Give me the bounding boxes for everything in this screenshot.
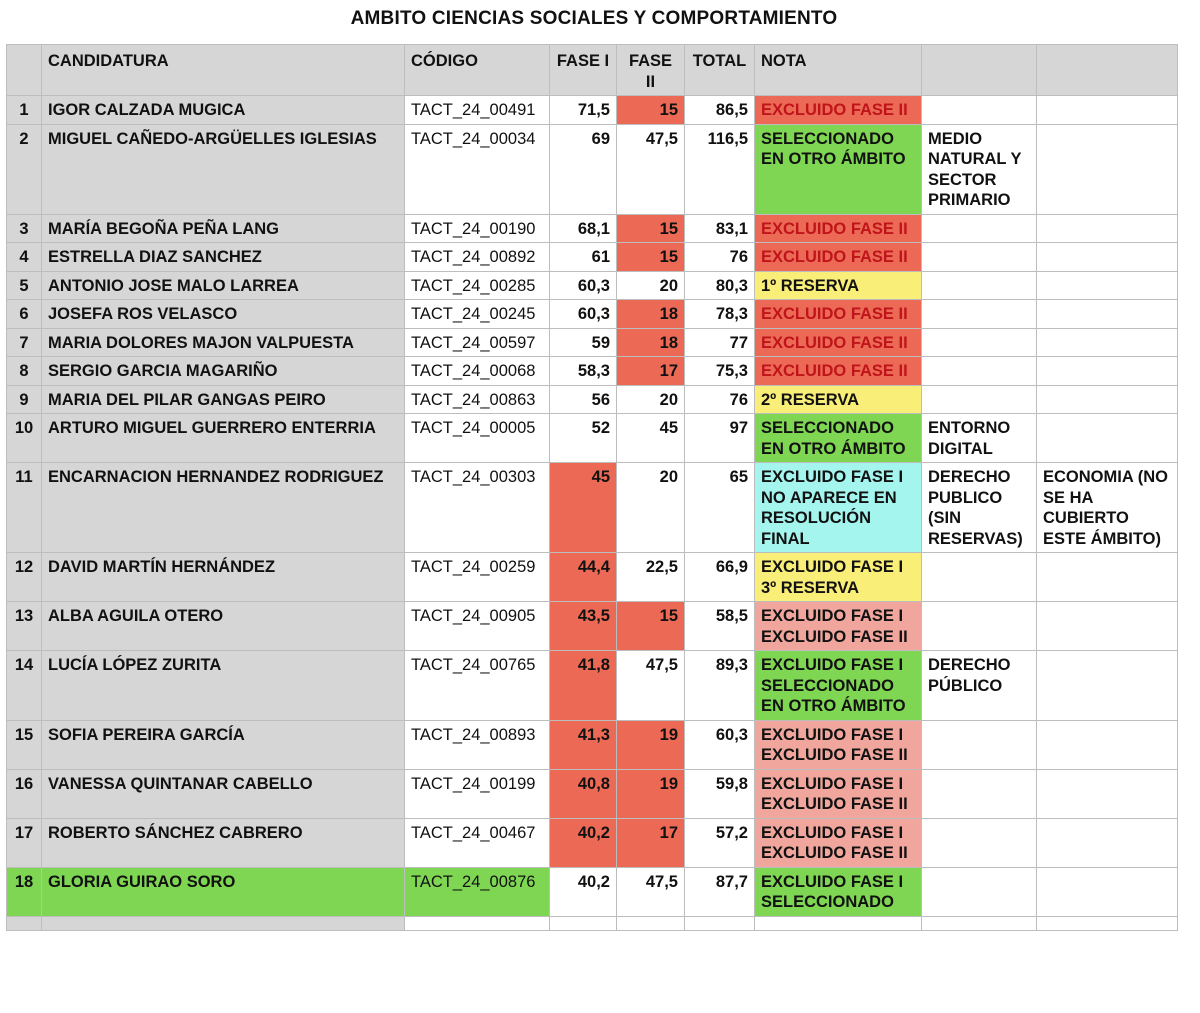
extra2-cell[interactable] [1037,769,1178,818]
code-cell[interactable]: TACT_24_00905 [405,602,550,651]
fase2-cell[interactable]: 18 [617,328,685,357]
fase2-cell[interactable]: 45 [617,414,685,463]
code-cell[interactable]: TACT_24_00034 [405,124,550,214]
code-cell[interactable]: TACT_24_00892 [405,243,550,272]
code-cell[interactable]: TACT_24_00876 [405,867,550,916]
fase1-cell[interactable]: 68,1 [550,214,617,243]
extra2-cell[interactable] [1037,720,1178,769]
total-cell[interactable]: 80,3 [685,271,755,300]
candidate-name-cell[interactable]: SOFIA PEREIRA GARCÍA [42,720,405,769]
header-extra1[interactable] [922,45,1037,96]
code-cell[interactable]: TACT_24_00491 [405,96,550,125]
extra2-cell[interactable] [1037,818,1178,867]
candidate-name-cell[interactable]: ENCARNACION HERNANDEZ RODRIGUEZ [42,463,405,553]
extra2-cell[interactable] [1037,553,1178,602]
code-cell[interactable]: TACT_24_00068 [405,357,550,386]
total-cell[interactable]: 66,9 [685,553,755,602]
row-number-cell[interactable]: 6 [7,300,42,329]
fase2-cell[interactable]: 19 [617,769,685,818]
fase1-cell[interactable]: 56 [550,385,617,414]
extra1-cell[interactable]: DERECHO PUBLICO (SIN RESERVAS) [922,463,1037,553]
table-row [7,124,1178,214]
row-number-cell[interactable]: 15 [7,720,42,769]
total-cell[interactable]: 76 [685,385,755,414]
table-row [7,357,1178,386]
total-cell[interactable]: 97 [685,414,755,463]
empty-cell[interactable] [7,916,42,930]
empty-cell[interactable] [922,916,1037,930]
table-row [7,271,1178,300]
fase2-cell[interactable]: 15 [617,243,685,272]
extra1-cell[interactable] [922,720,1037,769]
fase2-cell[interactable]: 15 [617,96,685,125]
extra1-cell[interactable] [922,357,1037,386]
total-cell[interactable]: 78,3 [685,300,755,329]
fase2-cell[interactable]: 47,5 [617,651,685,721]
extra2-cell[interactable] [1037,96,1178,125]
total-cell[interactable]: 89,3 [685,651,755,721]
nota-cell[interactable]: EXCLUIDO FASE I EXCLUIDO FASE II [755,818,922,867]
fase1-cell[interactable]: 61 [550,243,617,272]
fase1-cell[interactable]: 52 [550,414,617,463]
fase2-cell[interactable]: 20 [617,463,685,553]
extra1-cell[interactable] [922,553,1037,602]
fase1-cell[interactable]: 41,3 [550,720,617,769]
row-number-cell[interactable]: 3 [7,214,42,243]
candidate-name-cell[interactable]: ESTRELLA DIAZ SANCHEZ [42,243,405,272]
code-cell[interactable]: TACT_24_00303 [405,463,550,553]
row-number-cell[interactable]: 8 [7,357,42,386]
table-row [7,96,1178,125]
code-cell[interactable]: TACT_24_00245 [405,300,550,329]
table-row [7,867,1178,916]
row-number-cell[interactable]: 10 [7,414,42,463]
code-cell[interactable]: TACT_24_00467 [405,818,550,867]
table-row [7,328,1178,357]
extra1-cell[interactable] [922,602,1037,651]
extra1-cell[interactable] [922,867,1037,916]
candidate-name-cell[interactable]: ANTONIO JOSE MALO LARREA [42,271,405,300]
extra1-cell[interactable] [922,243,1037,272]
row-number-cell[interactable]: 14 [7,651,42,721]
fase1-cell[interactable]: 44,4 [550,553,617,602]
fase2-cell[interactable]: 19 [617,720,685,769]
nota-cell[interactable]: EXCLUIDO FASE I EXCLUIDO FASE II [755,769,922,818]
fase2-cell[interactable]: 17 [617,357,685,386]
extra2-cell[interactable] [1037,357,1178,386]
nota-cell[interactable]: EXCLUIDO FASE I EXCLUIDO FASE II [755,720,922,769]
extra1-cell[interactable] [922,214,1037,243]
fase1-cell[interactable]: 71,5 [550,96,617,125]
nota-cell[interactable]: EXCLUIDO FASE I 3º RESERVA [755,553,922,602]
fase1-cell[interactable]: 58,3 [550,357,617,386]
nota-cell[interactable]: EXCLUIDO FASE I SELECCIONADO EN OTRO ÁMBITO [755,651,922,721]
extra2-cell[interactable] [1037,300,1178,329]
empty-cell[interactable] [755,916,922,930]
fase1-cell[interactable]: 43,5 [550,602,617,651]
nota-cell[interactable]: EXCLUIDO FASE I EXCLUIDO FASE II [755,602,922,651]
table-row [7,818,1178,867]
fase2-cell[interactable]: 47,5 [617,867,685,916]
fase2-cell[interactable]: 15 [617,214,685,243]
row-number-cell[interactable]: 11 [7,463,42,553]
total-cell[interactable]: 60,3 [685,720,755,769]
table-row [7,651,1178,721]
total-cell[interactable]: 58,5 [685,602,755,651]
total-cell[interactable]: 57,2 [685,818,755,867]
extra1-cell[interactable] [922,328,1037,357]
fase1-cell[interactable]: 40,2 [550,867,617,916]
total-cell[interactable]: 65 [685,463,755,553]
extra1-cell[interactable]: ENTORNO DIGITAL [922,414,1037,463]
header-num[interactable] [7,45,42,96]
candidate-name-cell[interactable]: VANESSA QUINTANAR CABELLO [42,769,405,818]
fase1-cell[interactable]: 40,8 [550,769,617,818]
code-cell[interactable]: TACT_24_00893 [405,720,550,769]
header-fase1[interactable]: FASE I [550,45,617,96]
row-number-cell[interactable]: 16 [7,769,42,818]
table-row [7,385,1178,414]
nota-cell[interactable]: 2º RESERVA [755,385,922,414]
nota-cell[interactable]: EXCLUIDO FASE II [755,243,922,272]
fase1-cell[interactable]: 60,3 [550,300,617,329]
empty-cell[interactable] [1037,916,1178,930]
fase1-cell[interactable]: 59 [550,328,617,357]
code-cell[interactable]: TACT_24_00765 [405,651,550,721]
candidate-name-cell[interactable]: GLORIA GUIRAO SORO [42,867,405,916]
candidate-name-cell[interactable]: MARIA DEL PILAR GANGAS PEIRO [42,385,405,414]
row-number-cell[interactable]: 13 [7,602,42,651]
row-number-cell[interactable]: 4 [7,243,42,272]
table-row [7,463,1178,553]
empty-cell[interactable] [550,916,617,930]
fase2-cell[interactable]: 20 [617,271,685,300]
nota-cell[interactable]: EXCLUIDO FASE II [755,96,922,125]
row-number-cell[interactable]: 17 [7,818,42,867]
extra2-cell[interactable] [1037,328,1178,357]
fase2-cell[interactable]: 18 [617,300,685,329]
nota-cell[interactable]: EXCLUIDO FASE I SELECCIONADO [755,867,922,916]
row-number-cell[interactable]: 1 [7,96,42,125]
fase2-cell[interactable]: 15 [617,602,685,651]
extra1-cell[interactable] [922,300,1037,329]
fase1-cell[interactable]: 40,2 [550,818,617,867]
candidate-name-cell[interactable]: ROBERTO SÁNCHEZ CABRERO [42,818,405,867]
nota-cell[interactable]: EXCLUIDO FASE II [755,214,922,243]
candidates-table [6,44,1178,931]
nota-cell[interactable]: SELECCIONADO EN OTRO ÁMBITO [755,414,922,463]
row-number-cell[interactable]: 9 [7,385,42,414]
nota-cell[interactable]: EXCLUIDO FASE II [755,300,922,329]
total-cell[interactable]: 76 [685,243,755,272]
candidate-name-cell[interactable]: MIGUEL CAÑEDO-ARGÜELLES IGLESIAS [42,124,405,214]
empty-cell[interactable] [685,916,755,930]
candidate-name-cell[interactable]: DAVID MARTÍN HERNÁNDEZ [42,553,405,602]
extra2-cell[interactable]: ECONOMIA (NO SE HA CUBIERTO ESTE ÁMBITO) [1037,463,1178,553]
fase2-cell[interactable]: 22,5 [617,553,685,602]
empty-cell[interactable] [405,916,550,930]
empty-cell[interactable] [617,916,685,930]
extra1-cell[interactable] [922,96,1037,125]
empty-cell[interactable] [42,916,405,930]
fase1-cell[interactable]: 41,8 [550,651,617,721]
extra2-cell[interactable] [1037,124,1178,214]
candidate-name-cell[interactable]: LUCÍA LÓPEZ ZURITA [42,651,405,721]
total-cell[interactable]: 87,7 [685,867,755,916]
candidate-name-cell[interactable]: SERGIO GARCIA MAGARIÑO [42,357,405,386]
extra1-cell[interactable]: MEDIO NATURAL Y SECTOR PRIMARIO [922,124,1037,214]
nota-cell[interactable]: EXCLUIDO FASE I NO APARECE EN RESOLUCIÓN FINAL [755,463,922,553]
extra2-cell[interactable] [1037,243,1178,272]
extra2-cell[interactable] [1037,602,1178,651]
code-cell[interactable]: TACT_24_00005 [405,414,550,463]
row-number-cell[interactable]: 18 [7,867,42,916]
header-fase2[interactable]: FASE II [617,45,685,96]
candidate-name-cell[interactable]: MARÍA BEGOÑA PEÑA LANG [42,214,405,243]
fase1-cell[interactable]: 60,3 [550,271,617,300]
empty-row [7,916,1178,930]
fase2-cell[interactable]: 17 [617,818,685,867]
extra1-cell[interactable] [922,769,1037,818]
nota-cell[interactable]: 1º RESERVA [755,271,922,300]
header-nota[interactable]: NOTA [755,45,922,96]
extra1-cell[interactable]: DERECHO PÚBLICO [922,651,1037,721]
total-cell[interactable]: 86,5 [685,96,755,125]
total-cell[interactable]: 77 [685,328,755,357]
extra2-cell[interactable] [1037,651,1178,721]
header-extra2[interactable] [1037,45,1178,96]
extra1-cell[interactable] [922,271,1037,300]
table-row [7,553,1178,602]
header-total[interactable]: TOTAL [685,45,755,96]
code-cell[interactable]: TACT_24_00863 [405,385,550,414]
candidate-name-cell[interactable]: ALBA AGUILA OTERO [42,602,405,651]
candidate-name-cell[interactable]: JOSEFA ROS VELASCO [42,300,405,329]
extra2-cell[interactable] [1037,214,1178,243]
total-cell[interactable]: 116,5 [685,124,755,214]
nota-cell[interactable]: SELECCIONADO EN OTRO ÁMBITO [755,124,922,214]
total-cell[interactable]: 59,8 [685,769,755,818]
row-number-cell[interactable]: 5 [7,271,42,300]
fase1-cell[interactable]: 69 [550,124,617,214]
table-row [7,214,1178,243]
table-row [7,243,1178,272]
extra2-cell[interactable] [1037,385,1178,414]
extra1-cell[interactable] [922,818,1037,867]
fase2-cell[interactable]: 47,5 [617,124,685,214]
nota-cell[interactable]: EXCLUIDO FASE II [755,328,922,357]
fase2-cell[interactable]: 20 [617,385,685,414]
fase1-cell[interactable]: 45 [550,463,617,553]
code-cell[interactable]: TACT_24_00597 [405,328,550,357]
table-row [7,769,1178,818]
table-row [7,300,1178,329]
code-cell[interactable]: TACT_24_00190 [405,214,550,243]
table-row [7,720,1178,769]
total-cell[interactable]: 83,1 [685,214,755,243]
candidate-name-cell[interactable]: ARTURO MIGUEL GUERRERO ENTERRIA [42,414,405,463]
code-cell[interactable]: TACT_24_00285 [405,271,550,300]
header-row [7,45,1178,96]
row-number-cell[interactable]: 7 [7,328,42,357]
extra2-cell[interactable] [1037,867,1178,916]
extra1-cell[interactable] [922,385,1037,414]
candidate-name-cell[interactable]: MARIA DOLORES MAJON VALPUESTA [42,328,405,357]
code-cell[interactable]: TACT_24_00199 [405,769,550,818]
total-cell[interactable]: 75,3 [685,357,755,386]
extra2-cell[interactable] [1037,414,1178,463]
table-row [7,602,1178,651]
code-cell[interactable]: TACT_24_00259 [405,553,550,602]
candidate-name-cell[interactable]: IGOR CALZADA MUGICA [42,96,405,125]
header-candidatura[interactable]: CANDIDATURA [42,45,405,96]
header-codigo[interactable]: CÓDIGO [405,45,550,96]
nota-cell[interactable]: EXCLUIDO FASE II [755,357,922,386]
table-row [7,414,1178,463]
extra2-cell[interactable] [1037,271,1178,300]
row-number-cell[interactable]: 12 [7,553,42,602]
sheet-title: AMBITO CIENCIAS SOCIALES Y COMPORTAMIENTO [350,8,838,29]
row-number-cell[interactable]: 2 [7,124,42,214]
